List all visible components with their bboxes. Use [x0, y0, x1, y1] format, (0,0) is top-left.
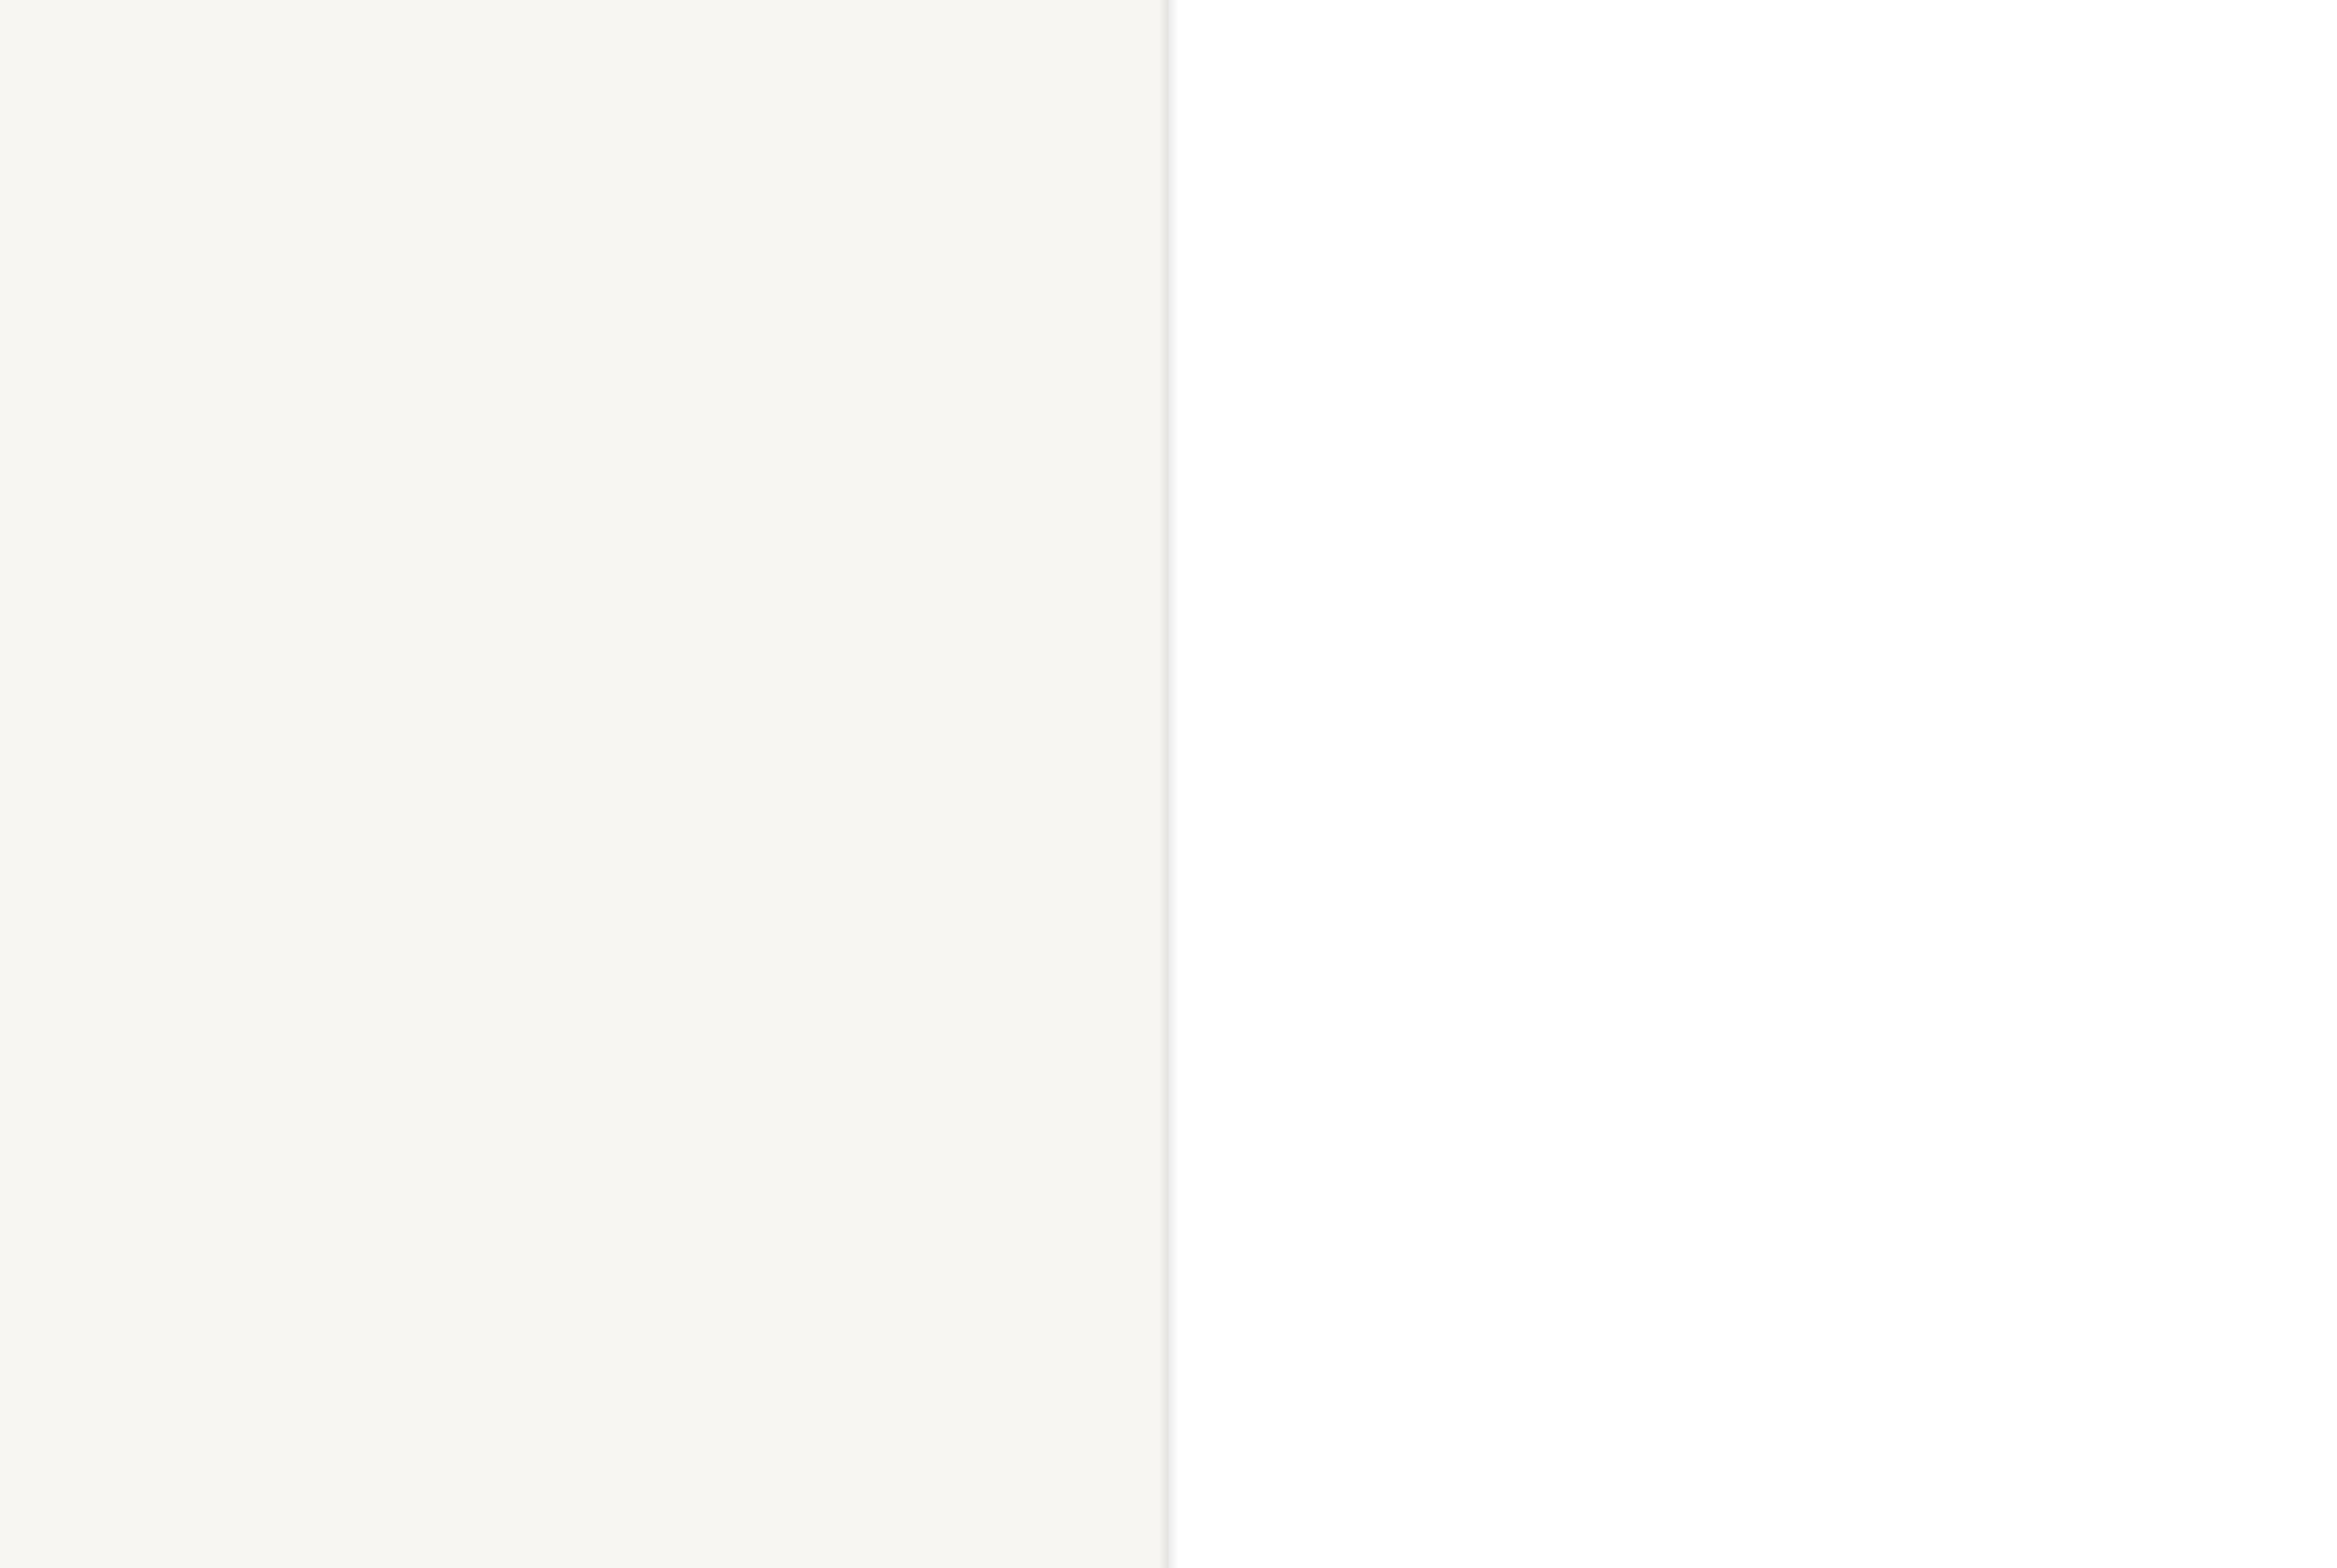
left-page: [0, 0, 1168, 1568]
right-page: [1168, 0, 2337, 1568]
spine-gutter: [1158, 0, 1179, 1568]
